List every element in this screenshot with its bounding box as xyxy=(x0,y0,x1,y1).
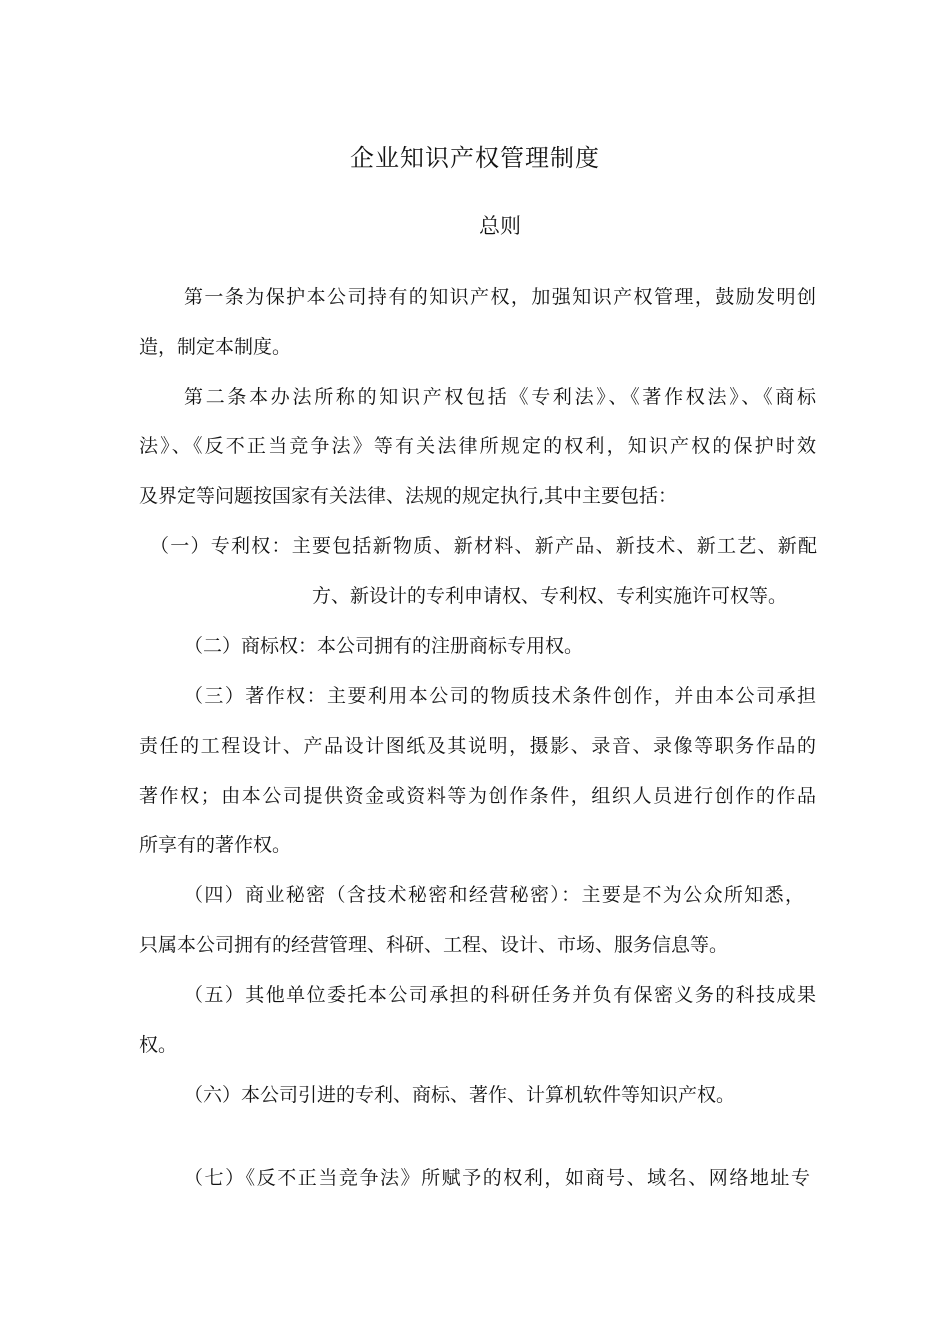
paragraph-line: （二）商标权：本公司拥有的注册商标专用权。 xyxy=(184,635,584,657)
paragraph-line: 及界定等问题按国家有关法律、法规的规定执行,其中主要包括： xyxy=(139,485,678,507)
paragraph-line: 权。 xyxy=(139,1034,178,1056)
paragraph-line: 责任的工程设计、产品设计图纸及其说明，摄影、录音、录像等职务作品的 xyxy=(139,735,816,757)
paragraph-line: （一）专利权：主要包括新物质、新材料、新产品、新技术、新工艺、新配 xyxy=(150,535,817,557)
paragraph-line: （六）本公司引进的专利、商标、著作、计算机软件等知识产权。 xyxy=(184,1084,736,1106)
paragraph-line: 法》、《反不正当竞争法》等有关法律所规定的权利，知识产权的保护时效 xyxy=(139,435,816,457)
paragraph-line: 第一条为保护本公司持有的知识产权，加强知识产权管理，鼓励发明创 xyxy=(184,286,816,308)
paragraph-line: （五）其他单位委托本公司承担的科研任务并负有保密义务的科技成果 xyxy=(184,984,816,1006)
paragraph-line: 第二条本办法所称的知识产权包括《专利法》、《著作权法》、《商标 xyxy=(184,386,816,408)
paragraph-line: 造，制定本制度。 xyxy=(139,336,292,358)
document-title: 企业知识产权管理制度 xyxy=(350,144,600,172)
paragraph-line: 著作权；由本公司提供资金或资料等为创作条件，组织人员进行创作的作品 xyxy=(139,785,816,807)
section-heading: 总则 xyxy=(479,214,521,238)
paragraph-line: （四）商业秘密（含技术秘密和经营秘密）：主要是不为公众所知悉， xyxy=(184,884,804,906)
paragraph-line: （七）《反不正当竞争法》所赋予的权利，如商号、域名、网络地址专 xyxy=(184,1167,810,1189)
paragraph-line: 所享有的著作权。 xyxy=(139,834,292,856)
paragraph-line: （三）著作权：主要利用本公司的物质技术条件创作，并由本公司承担 xyxy=(184,685,816,707)
paragraph-line: 方、新设计的专利申请权、专利权、专利实施许可权等。 xyxy=(312,585,788,607)
paragraph-line: 只属本公司拥有的经营管理、科研、工程、设计、市场、服务信息等。 xyxy=(139,934,729,956)
